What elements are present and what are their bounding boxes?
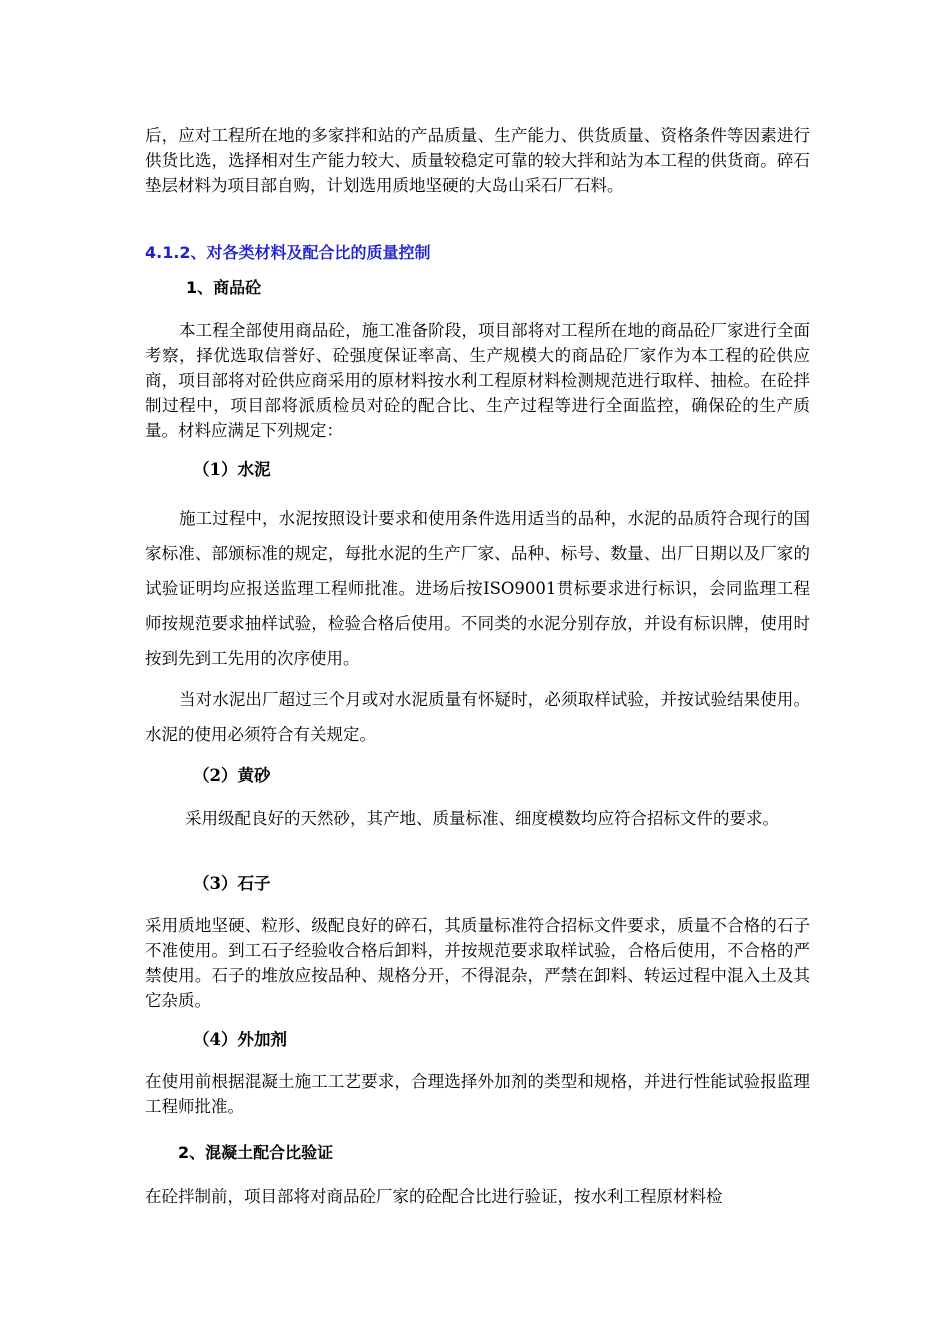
subsection-2-paragraph: 在砼拌制前，项目部将对商品砼厂家的砼配合比进行验证，按水利工程原材料检 (145, 1187, 723, 1206)
cement-paragraph-2: 当对水泥出厂超过三个月或对水泥质量有怀疑时，必须取样试验，并按试验结果使用。水泥的使用必须符合有关规定。 (145, 690, 810, 744)
intro-paragraph: 后，应对工程所在地的多家拌和站的产品质量、生产能力、供货质量、资格条件等因素进行供货比选，选择相对生产能力较大、质量较稳定可靠的较大拌和站为本工程的供货商。碎石垫层材料为项目部自购，计划选用质地坚硬的大岛山采石厂石料。 (145, 126, 810, 195)
sand-paragraph: 采用级配良好的天然砂，其产地、质量标准、细度模数均应符合招标文件的要求。 (185, 809, 779, 828)
admixture-paragraph: 在使用前根据混凝土施工工艺要求，合理选择外加剂的类型和规格，并进行性能试验报监理工程师批准。 (145, 1072, 810, 1116)
subsection-heading-1: 1、商品砼 (186, 278, 262, 297)
cement-paragraph-1: 施工过程中，水泥按照设计要求和使用条件选用适当的品种，水泥的品质符合现行的国家标准、部颁标准的规定，每批水泥的生产厂家、品种、标号、数量、出厂日期以及厂家的试验证明均应报送监理工程师批准。进场后按ISO9001贯标要求进行标识，会同监理工程师按规范要求抽样试验，检验合格后使用。不同类的水泥分别存放，并设有标识牌，使用时按到先到工先用的次序使用。 (145, 509, 810, 668)
item-heading-cement: （1）水泥 (193, 460, 271, 479)
subsection-heading-2: 2、混凝土配合比验证 (178, 1143, 334, 1162)
subsection-1-paragraph: 本工程全部使用商品砼，施工准备阶段，项目部将对工程所在地的商品砼厂家进行全面考察，择优选取信誉好、砼强度保证率高、生产规模大的商品砼厂家作为本工程的砼供应商，项目部将对砼供应商采用的原材料按水利工程原材料检测规范进行取样、抽检。在砼拌制过程中，项目部将派质检员对砼的配合比、生产过程等进行全面监控，确保砼的生产质量。材料应满足下列规定： (145, 321, 810, 440)
item-heading-gravel: （3）石子 (193, 874, 271, 893)
gravel-paragraph: 采用质地坚硬、粒形、级配良好的碎石，其质量标准符合招标文件要求，质量不合格的石子不准使用。到工石子经验收合格后卸料，并按规范要求取样试验，合格后使用，不合格的严禁使用。石子的堆放应按品种、规格分开，不得混杂，严禁在卸料、转运过程中混入土及其它杂质。 (145, 916, 810, 1010)
item-heading-sand: （2）黄砂 (193, 766, 271, 785)
item-heading-admixture: （4）外加剂 (193, 1030, 287, 1049)
section-heading: 4.1.2、对各类材料及配合比的质量控制 (145, 243, 431, 262)
